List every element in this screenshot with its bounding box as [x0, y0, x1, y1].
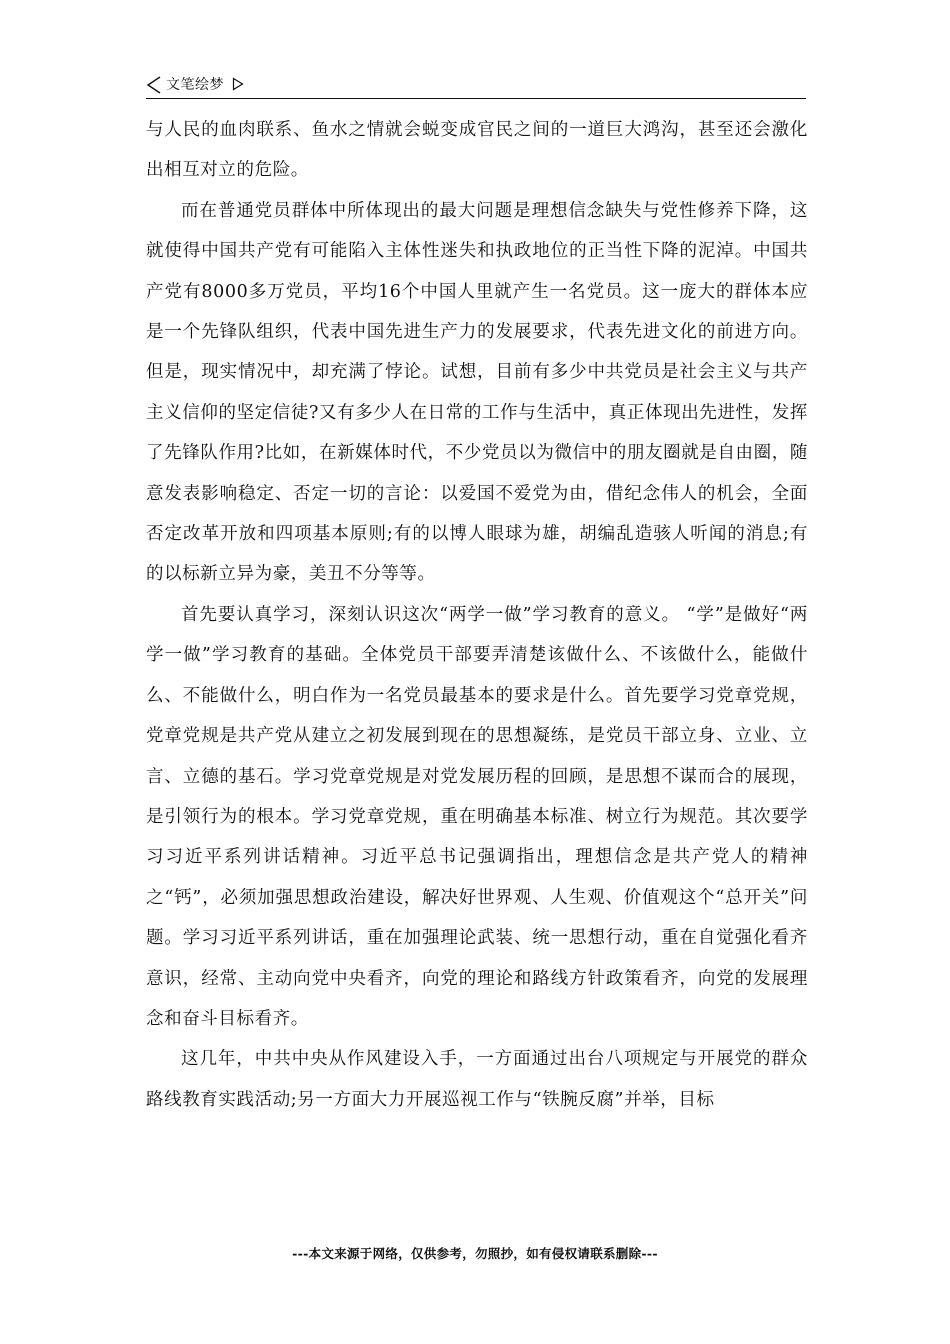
right-triangle-outline-icon — [232, 77, 244, 91]
header-title: 文笔绘梦 — [166, 77, 224, 93]
document-body — [146, 110, 808, 1120]
page-header — [146, 74, 806, 99]
left-triangle-outline-icon — [146, 76, 162, 94]
paragraph-continuation: 与人民的血肉联系、鱼水之情就会蜕变成官民之间的一道巨大鸿沟，甚至还会激化出相互对立的危险。 — [146, 120, 808, 181]
page-footer-disclaimer: ---本文来源于网络，仅供参考，勿照抄，如有侵权请联系删除--- — [292, 1246, 658, 1261]
paragraph-study: 首先要认真学习，深刻认识这次“两学一做”学习教育的意义。 “学”是做好“两学一做”学习教育的基础。全体党员干部要弄清楚该做什么、不该做什么，能做什么、不能做什么，明白作为一名党员最基本的要求是什么。首先要学习党章党规，党章党规是共产党从建立之初发展到现在的思想凝练，是党员干部立身、立业、立言、立德的基石。学习党章党规是对党发展历程的回顾，是思想不谋而合的展现，是引领行为的根本。学习党章党规，重在明确基本标准、树立行为规范。其次要学习习近平系列讲话精神。习近平总书记强调指出，理想信念是共产党人的精神之“钙”，必须加强思想政治建设，解决好世界观、人生观、价值观这个“总开关”问题。学习习近平系列讲话，重在加强理论武装、统一思想行动，重在自觉强化看齐意识，经常、主动向党中央看齐，向党的理论和路线方针政策看齐，向党的发展理念和奋斗目标看齐。 — [146, 604, 808, 1029]
paragraph-party-members: 而在普通党员群体中所体现出的最大问题是理想信念缺失与党性修养下降，这就使得中国共产党有可能陷入主体性迷失和执政地位的正当性下降的泥淖。中国共产党有8000多万党员，平均16个中国人里就产生一名党员。这一庞大的群体本应是一个先锋队组织，代表中国先进生产力的发展要求，代表先进文化的前进方向。但是，现实情况中，却充满了悖论。试想，目前有多少中共党员是社会主义与共产主义信仰的坚定信徒?又有多少人在日常的工作与生活中，真正体现出先进性，发挥了先锋队作用?比如，在新媒体时代，不少党员以为微信中的朋友圈就是自由圈，随意发表影响稳定、否定一切的言论：以爱国不爱党为由，借纪念伟人的机会，全面否定改革开放和四项基本原则;有的以博人眼球为雄，胡编乱造骇人听闻的消息;有的以标新立异为豪，美丑不分等等。 — [146, 200, 808, 585]
paragraph-recent-years: 这几年，中共中央从作风建设入手，一方面通过出台八项规定与开展党的群众路线教育实践活动;另一方面大力开展巡视工作与“铁腕反腐”并举，目标 — [146, 1049, 808, 1110]
